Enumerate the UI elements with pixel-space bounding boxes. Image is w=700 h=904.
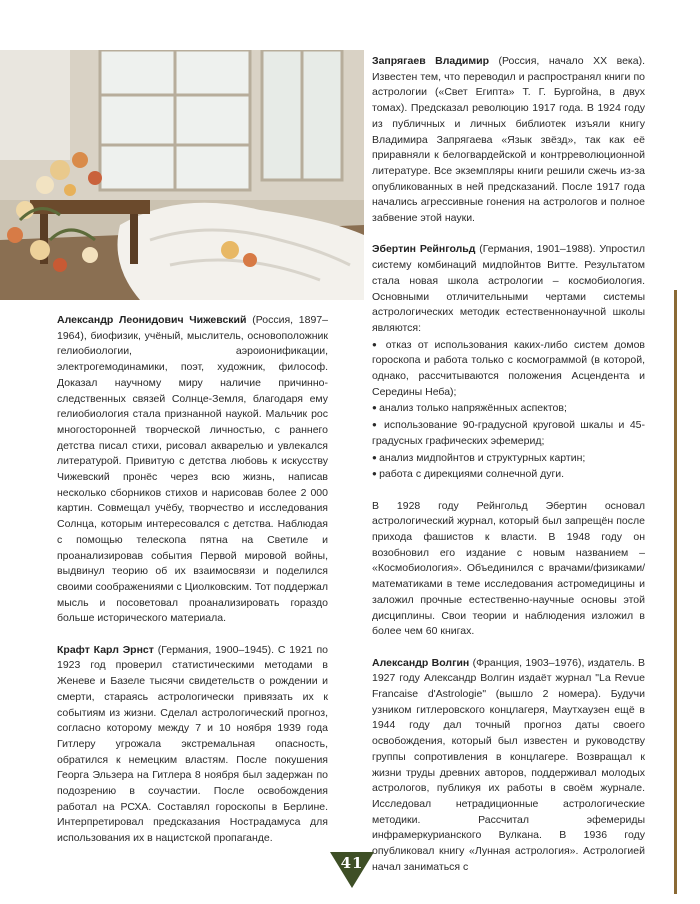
kraft-name: Крафт Карл Эрнст	[57, 643, 154, 656]
vertical-rule	[674, 290, 677, 894]
ebertin-bullet-3: ● использование 90-градусной круговой шкалы и 45-градусных графических эфемерид;	[372, 417, 645, 449]
ebertin-name: Эбертин Рейнгольд	[372, 243, 476, 256]
interior-photo-drawing	[0, 50, 364, 300]
volguine-name: Александр Волгин	[372, 656, 470, 669]
kraft-text: (Германия, 1900–1945). С 1921 по 1923 год проверил статистическими методами в Женеве и Базеле тысячи свидетельств о рождении и смерти, стараясь астрологически привязать их к событиям из жизни. Сделал астрологический прогноз, согласно которому между 7 и 10 ноября 1939 года Гитлеру угрожала экстремальная опасность, обратился к немецким властям. После покушения Георга Эльзера на Гитлера 8 ноября был задержан по подозрению в соучастии. После освобождения работал на РСХА. Составлял гороскопы в Берлине. Интерпретировал предсказания Нострадамуса для использования их в нацистской пропаганде.	[57, 643, 328, 845]
chizhevsky-entry	[57, 313, 328, 627]
interior-photo	[0, 50, 364, 300]
volguine-text: (Франция, 1903–1976), издатель. В 1927 году Александр Волгин издаёт журнал "La Revue Francaise d'Astrologie" (вышло 2 номера). Будучи узником гитлеровского концлагеря, Маутхаузен ещё в 1944 году дал точный прогноз даты своего освобождения, который был известен и руководству группы сопротивления в концлагере. Возвращал к жизни труды древних авторов, поддерживал молодых астрологов, публикуя их работы в своём журнале. Исследовал нетрадиционные астрологические методики. Рассчитал эфемериды инфрамеркурианского Вулкана. В 1936 году опубликовал книгу «Лунная астрология». Астрологией начал заниматься с	[372, 656, 646, 873]
page-number: 41	[340, 854, 364, 872]
ebertin-bullet-4: ● анализ мидпойнтов и структурных картин;	[372, 450, 645, 467]
kraft-entry	[57, 643, 328, 847]
ebertin-bullet-2: ● анализ только напряжённых аспектов;	[372, 400, 645, 417]
ebertin-entry	[372, 242, 645, 336]
page-number-badge	[330, 852, 374, 888]
zapryagaev-name: Запрягаев Владимир	[372, 55, 490, 67]
left-column	[57, 313, 328, 863]
chizhevsky-text: (Россия, 1897–1964), биофизик, учёный, мыслитель, основоположник гелиобиологии, аэроионификации, электрогемодинамики, поэт, художник, философ. Доказал научному миру наличие причинно-следственных связей Солнце-Земля, благодаря ему гелиобиология стала признанной наукой. Мальчик рос многосторонней творческой личностью, с раннего детства писал стихи, рисовал акварелью и увлекался литературой. Привитую с детства любовь к искусству Чижевский пронёс через всю жизнь, написав несколько сборников стихов и нарисовав более 2 000 картин. Совмещал учёбу, творчество и исследования Солнца, которым интересовался с детства. Наблюдая с помощью телескопа пятна на Светиле и проанализировав события Первой мировой войны, выдвинул теорию об их взаимосвязи и поделился своими соображениями с Циолковским. Тот поддержал мысль и посоветовал проанализировать гораздо больше исторического материала.	[57, 314, 328, 625]
chizhevsky-name: Александр Леонидович Чижевский	[57, 314, 247, 326]
ebertin-bullet-5: ● работа с дирекциями солнечной дуги.	[372, 466, 645, 483]
ebertin-bullet-1: ● отказ от использования каких-либо систем домов гороскопа и работа только с космограммой (в которой, однако, рассчитываются положения Асцендента и Середины Неба);	[372, 337, 645, 401]
volguine-entry	[372, 656, 645, 876]
zapryagaev-entry	[372, 54, 645, 227]
ebertin-text: (Германия, 1901–1988). Упростил систему комбинаций мидпойнтов Витте. Результатом стала новая школа астрологии – космобиология. Основными отличительными чертами системы астрологических методик естественнонаучной школы являются:	[372, 243, 645, 334]
right-column	[372, 54, 645, 891]
zapryagaev-text: (Россия, начало XX века). Известен тем, что переводил и распространял книги по астрологии («Свет Египта» Т. Г. Бургойна, в двух томах). Предсказал революцию 1917 года. В 1924 году из публичных и личных библиотек изъяли книгу Владимира Запрягаева «Язык звёзд», так как её приравняли к белогвардейской и контрреволюционной литературе. Все экземпляры книги решили сжечь из-за опубликованных в ней предсказаний. После 1917 года начались агрессивные гонения на астрологов и полное забвение этой науки.	[372, 55, 646, 225]
ebertin-text-2: В 1928 году Рейнгольд Эбертин основал астрологический журнал, который был запрещён после прихода фашистов к власти. В 1948 году он возобновил его издание с новым названием – «Космобиология». Объединился с врачами/физиками/математиками в теме исследования астромедицины и заложил прочные естественно-научные основы этой дисциплины. Свои теории и наблюдения изложил в более чем 60 книгах.	[372, 499, 645, 638]
